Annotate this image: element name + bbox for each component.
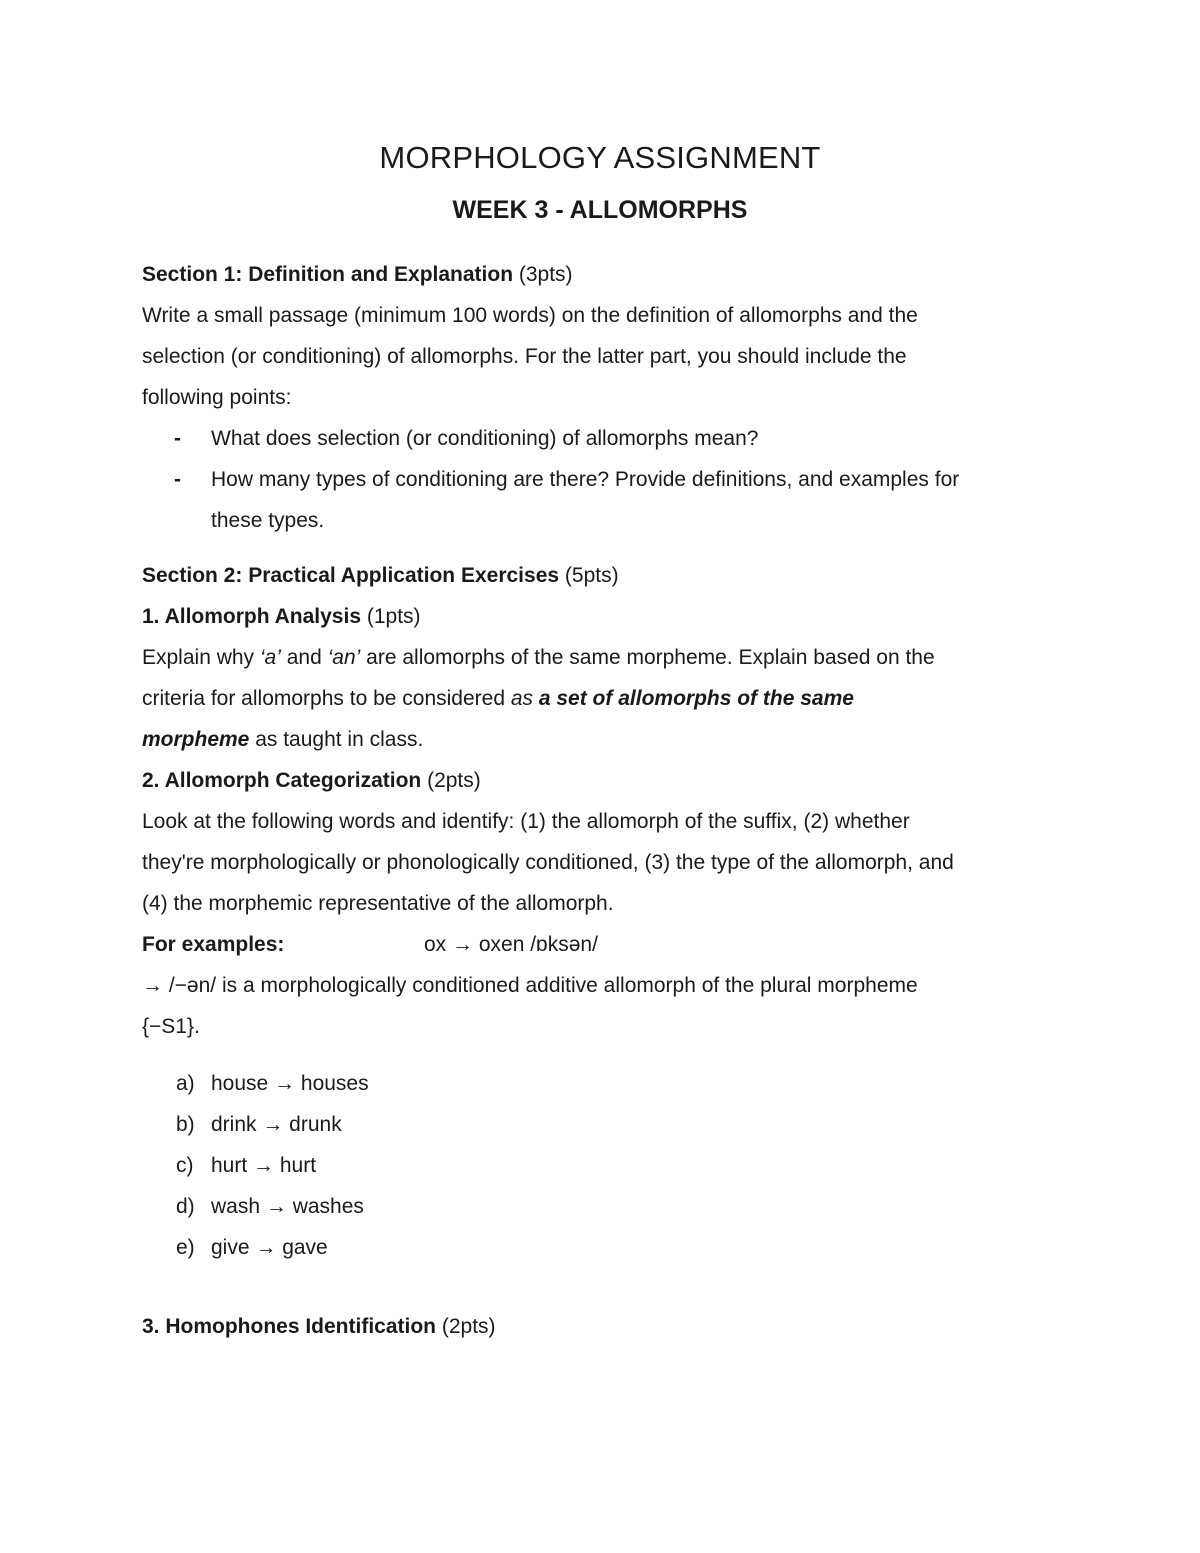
question-3-points: (2pts) xyxy=(441,1315,496,1338)
section-1-text-line: following points: xyxy=(142,386,292,409)
section-2 xyxy=(142,555,1062,1347)
list-item-text: wash → washes xyxy=(211,1195,364,1218)
example-line xyxy=(142,924,1062,965)
question-2-heading-line xyxy=(142,760,1062,801)
bullet-text: How many types of conditioning are there? Provide definitions, and examples for xyxy=(211,468,960,491)
section-1 xyxy=(142,254,1062,541)
bold-italic-phrase: a set of allomorphs of the same xyxy=(538,687,854,710)
list-item-text: drink → drunk xyxy=(211,1113,342,1136)
question-2-text-line: (4) the morphemic representative of the allomorph. xyxy=(142,892,614,915)
example-explanation-line: {−S1}. xyxy=(142,1015,200,1038)
list-marker: b) xyxy=(176,1113,195,1136)
question-3-heading-line xyxy=(142,1306,1062,1347)
section-2-heading: Section 2: Practical Application Exercises xyxy=(142,564,560,587)
section-1-text-line: Write a small passage (minimum 100 words) on the definition of allomorphs and the xyxy=(142,304,918,327)
question-2-text-line: Look at the following words and identify: (1) the allomorph of the suffix, (2) whether xyxy=(142,810,910,833)
question-1-points: (1pts) xyxy=(366,605,421,628)
section-1-heading: Section 1: Definition and Explanation xyxy=(142,263,514,286)
text-run: as taught in class. xyxy=(249,728,424,751)
text-run: and xyxy=(280,646,328,669)
question-1-text-line xyxy=(142,719,1062,760)
list-item-text: give → gave xyxy=(211,1236,328,1259)
bullet-text: What does selection (or conditioning) of allomorphs mean? xyxy=(211,427,759,450)
page-subtitle: WEEK 3 - ALLOMORPHS xyxy=(452,196,748,224)
section-1-heading-line xyxy=(142,254,1062,295)
text-run: are allomorphs of the same morpheme. Explain based on the xyxy=(360,646,935,669)
question-1-text-line xyxy=(142,678,1062,719)
example-value: ox → oxen /ɒksən/ xyxy=(424,933,598,956)
list-marker: c) xyxy=(176,1154,194,1177)
text-run: criteria for allomorphs to be considered xyxy=(142,687,511,710)
list-item xyxy=(142,1104,1062,1145)
question-3-heading: 3. Homophones Identification xyxy=(142,1315,437,1338)
bullet-continuation: these types. xyxy=(211,509,325,532)
question-2-points: (2pts) xyxy=(427,769,481,792)
question-2-heading: 2. Allomorph Categorization xyxy=(142,769,422,792)
list-item xyxy=(142,1186,1062,1227)
question-1-heading: 1. Allomorph Analysis xyxy=(142,605,361,628)
question-2-text-line: they're morphologically or phonologically conditioned, (3) the type of the allomorph, and xyxy=(142,851,954,874)
list-item xyxy=(142,1227,1062,1268)
italic-word-a: ‘a’ xyxy=(259,646,281,669)
example-explanation-line: → /−ən/ is a morphologically conditioned additive allomorph of the plural morpheme xyxy=(142,974,918,997)
question-1-heading-line xyxy=(142,596,1062,637)
section-1-points: (3pts) xyxy=(518,263,573,286)
example-label: For examples: xyxy=(142,933,285,956)
italic-word-as: as xyxy=(510,687,539,710)
list-marker: e) xyxy=(176,1236,195,1259)
question-1-text-line xyxy=(142,637,1062,678)
bullet-item xyxy=(142,459,1062,500)
bullet-dash: - xyxy=(174,427,181,450)
list-marker: d) xyxy=(176,1195,195,1218)
text-run: Explain why xyxy=(142,646,260,669)
bold-italic-phrase: morpheme xyxy=(142,728,250,751)
section-1-text-line: selection (or conditioning) of allomorphs. For the latter part, you should include the xyxy=(142,345,907,368)
section-2-points: (5pts) xyxy=(564,564,619,587)
bullet-dash: - xyxy=(174,468,181,491)
list-item xyxy=(142,1063,1062,1104)
list-item-text: hurt → hurt xyxy=(211,1154,317,1177)
italic-word-an: ‘an’ xyxy=(327,646,361,669)
list-marker: a) xyxy=(176,1072,195,1095)
section-2-heading-line xyxy=(142,555,1062,596)
list-item xyxy=(142,1145,1062,1186)
bullet-item xyxy=(142,418,1062,459)
list-item-text: house → houses xyxy=(211,1072,369,1095)
page-title: MORPHOLOGY ASSIGNMENT xyxy=(379,140,821,175)
